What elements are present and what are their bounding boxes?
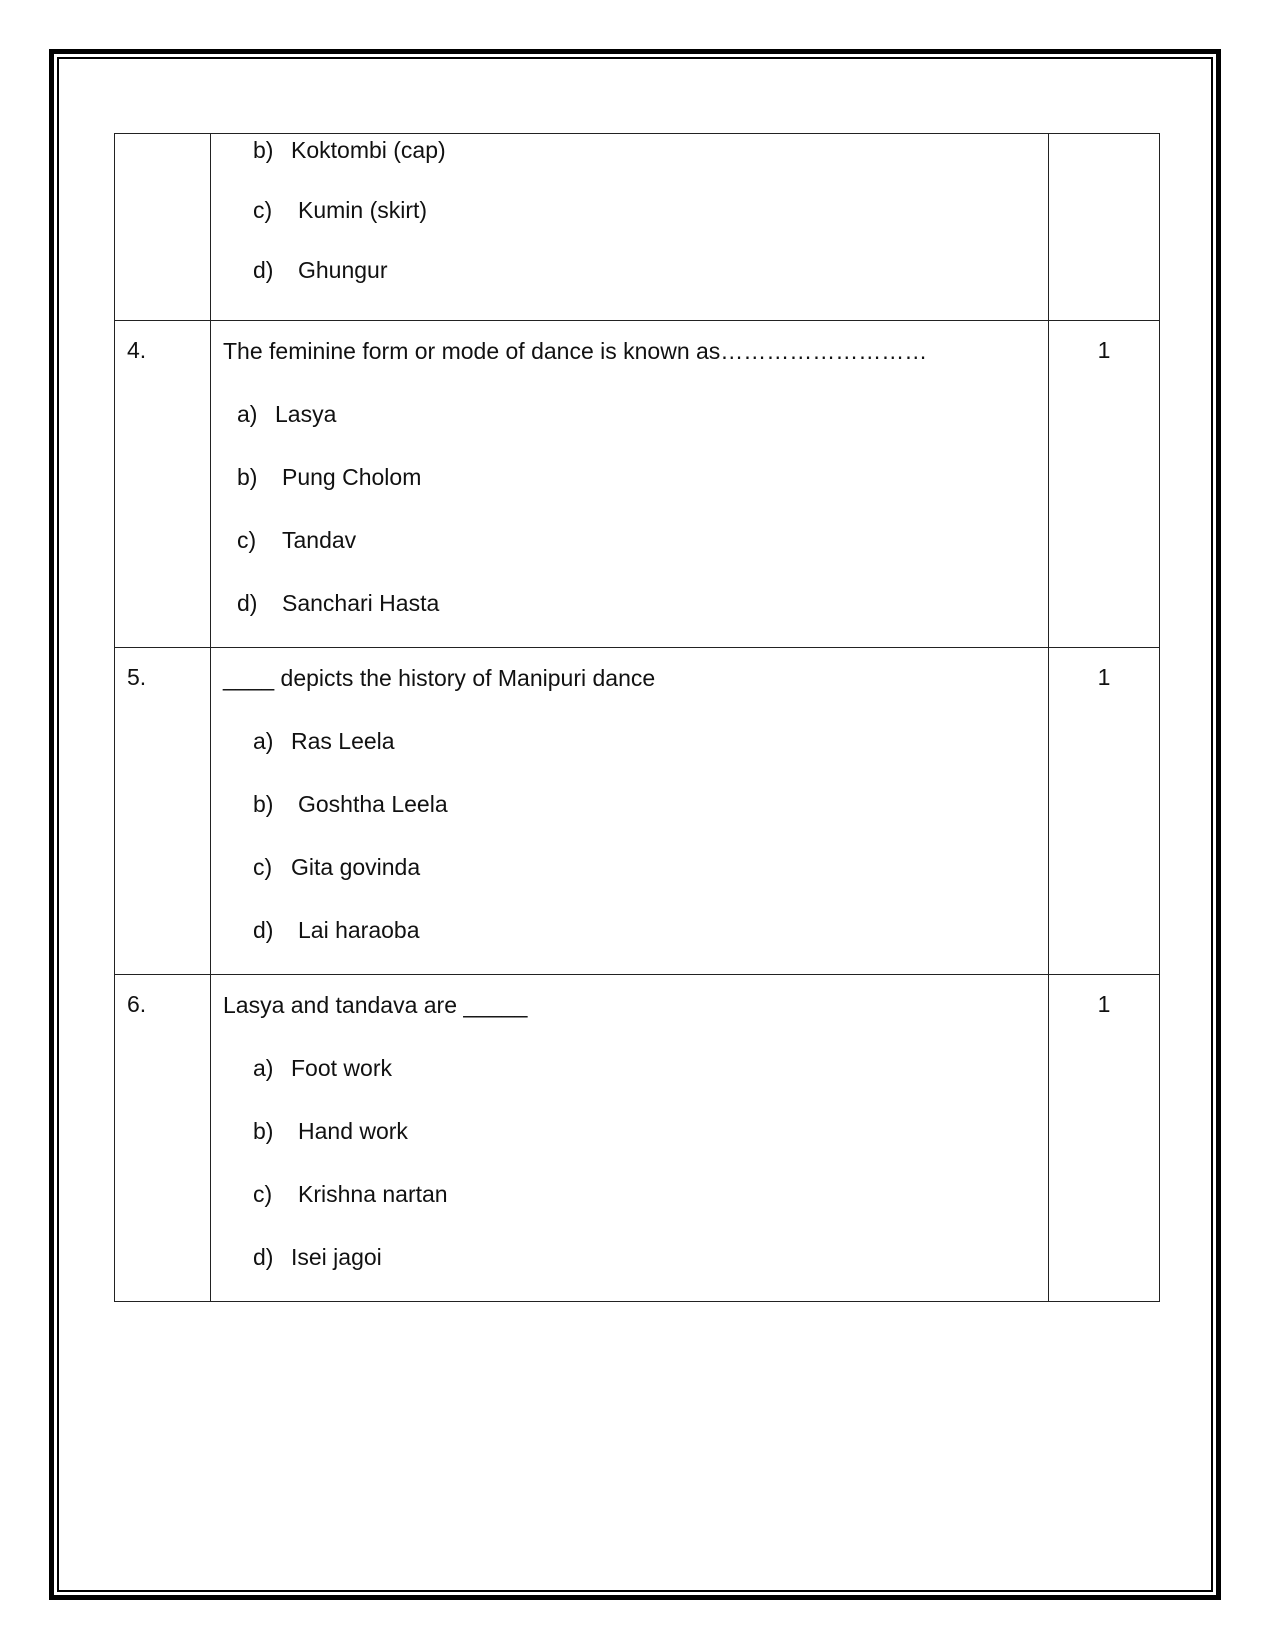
option-label: b): [253, 1118, 274, 1144]
option-text: Koktombi (cap): [291, 137, 446, 163]
question-text: The feminine form or mode of dance is known as………………………: [223, 338, 928, 364]
question-cell: [211, 321, 1049, 648]
table-row-continued-question: [115, 134, 1160, 321]
question-cell: [211, 648, 1049, 975]
question-number: [115, 134, 211, 321]
option-b: [211, 136, 1048, 164]
marks-cell: 1: [1049, 321, 1160, 648]
table-row-question-5: [115, 648, 1160, 975]
option-text: Krishna nartan: [298, 1181, 448, 1207]
option-b: [211, 1117, 1048, 1145]
option-label: c): [237, 527, 257, 553]
option-label: c): [253, 1181, 273, 1207]
option-c: [211, 526, 1048, 554]
option-label: d): [237, 590, 258, 616]
question-text: Lasya and tandava are _____: [223, 992, 528, 1018]
option-text: Ras Leela: [291, 728, 395, 754]
option-label: a): [253, 1055, 274, 1081]
question-number: 4.: [115, 321, 211, 648]
option-label: c): [253, 854, 273, 880]
option-text: Lai haraoba: [298, 917, 420, 943]
option-b: [211, 463, 1048, 491]
option-c: [211, 196, 1048, 224]
option-label: a): [253, 728, 274, 754]
option-d: [211, 256, 1048, 284]
option-label: d): [253, 257, 274, 283]
option-c: [211, 1180, 1048, 1208]
question-number: 5.: [115, 648, 211, 975]
option-label: c): [253, 197, 273, 223]
marks-cell: [1049, 134, 1160, 321]
table-row-question-4: [115, 321, 1160, 648]
option-text: Kumin (skirt): [298, 197, 428, 223]
option-text: Gita govinda: [291, 854, 421, 880]
question-number: 6.: [115, 975, 211, 1302]
option-b: [211, 790, 1048, 818]
option-text: Hand work: [298, 1118, 408, 1144]
option-text: Lasya: [275, 401, 337, 427]
marks-cell: 1: [1049, 648, 1160, 975]
option-text: Sanchari Hasta: [282, 590, 440, 616]
option-label: b): [253, 791, 274, 817]
option-d: [211, 589, 1048, 617]
option-text: Ghungur: [298, 257, 388, 283]
question-cell: [211, 134, 1049, 321]
option-d: [211, 1243, 1048, 1271]
option-text: Pung Cholom: [282, 464, 422, 490]
option-a: [211, 727, 1048, 755]
option-label: d): [253, 917, 274, 943]
option-c: [211, 853, 1048, 881]
question-cell: [211, 975, 1049, 1302]
option-label: a): [237, 401, 258, 427]
option-a: [211, 400, 1048, 428]
option-label: b): [237, 464, 258, 490]
option-label: d): [253, 1244, 274, 1270]
question-table: [114, 133, 1160, 1302]
option-text: Tandav: [282, 527, 357, 553]
option-a: [211, 1054, 1048, 1082]
option-d: [211, 916, 1048, 944]
option-text: Foot work: [291, 1055, 392, 1081]
table-row-question-6: [115, 975, 1160, 1302]
marks-cell: 1: [1049, 975, 1160, 1302]
question-text: ____ depicts the history of Manipuri dance: [223, 665, 656, 691]
option-label: b): [253, 137, 274, 163]
option-text: Goshtha Leela: [298, 791, 448, 817]
option-text: Isei jagoi: [291, 1244, 382, 1270]
